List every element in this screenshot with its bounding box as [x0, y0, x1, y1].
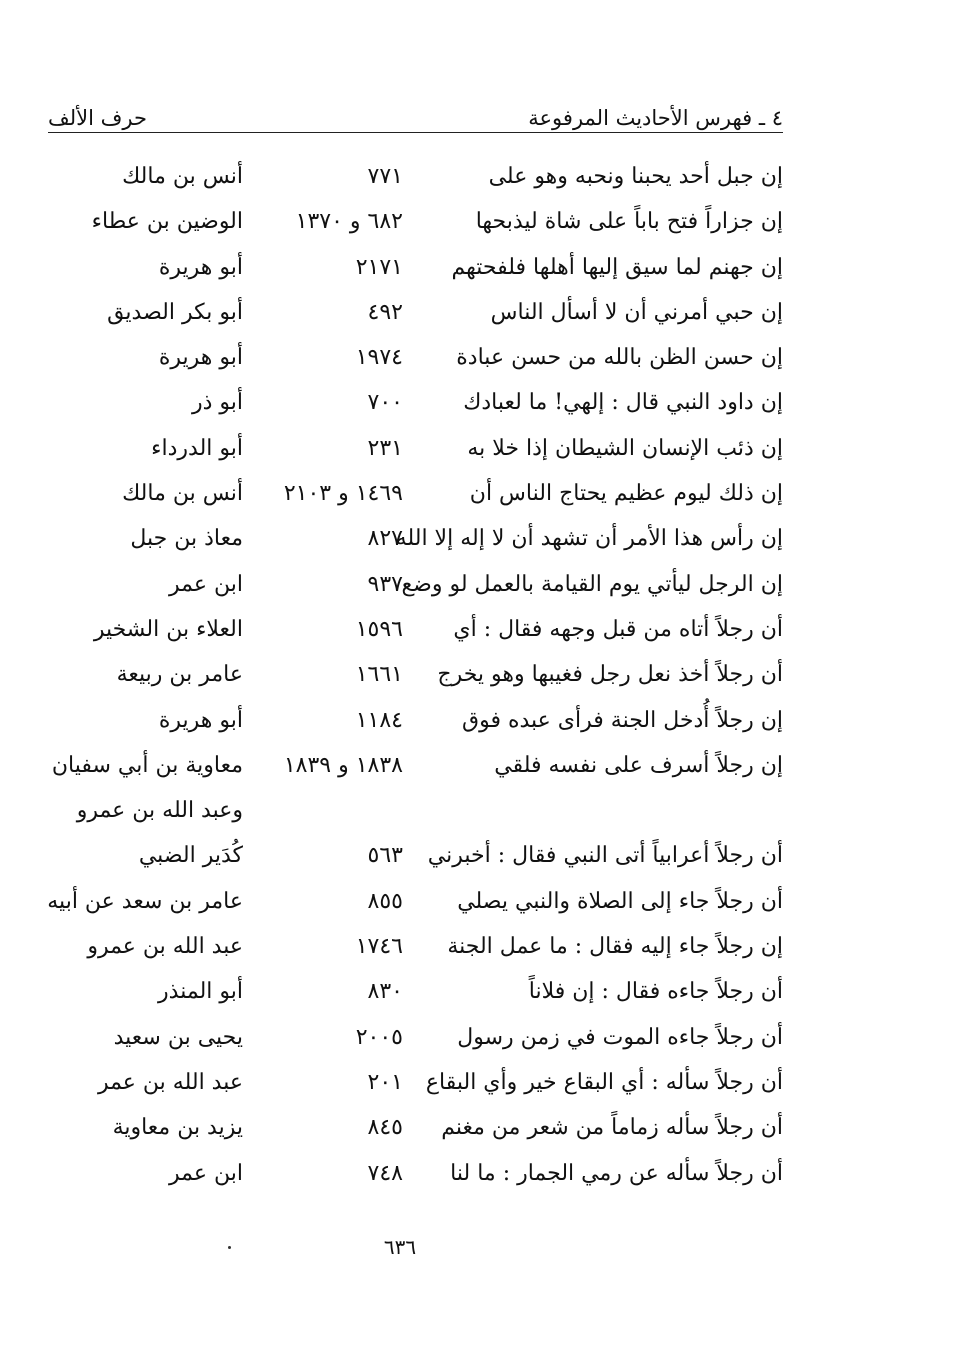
index-row	[40, 203, 783, 248]
index-row	[40, 339, 783, 384]
hadith-text: إن رجلاً جاء إليه فقال : ما عمل الجنة	[447, 934, 783, 960]
running-header	[48, 90, 783, 130]
index-row	[40, 249, 783, 294]
hadith-text: أن رجلاً سأله : أي البقاع خير وأي البقاع	[425, 1069, 783, 1095]
narrator-name: معاوية بن أبي سفيان	[51, 752, 243, 778]
narrator-name: أنس بن مالك	[122, 164, 243, 189]
hadith-text: أن رجلاً جاءه فقال : إن فلاناً	[528, 979, 783, 1005]
hadith-number: ١٩٧٤	[355, 345, 403, 371]
hadith-text: إن حبي أمرني أن لا أسأل الناس	[490, 299, 783, 325]
hadith-text: إن ذلك ليوم عظيم يحتاج الناس أن	[469, 481, 783, 507]
hadith-text: أن رجلاً أتاه من قبل وجهه فقال : أي	[453, 616, 783, 642]
narrator-name: أبو ذر	[191, 390, 243, 416]
hadith-text: إن الرجل ليأتي يوم القيامة بالعمل لو وضع	[401, 571, 783, 597]
hadith-text: إن ذئب الإنسان الشيطان إذا خلا به	[467, 435, 783, 461]
index-row	[40, 837, 783, 882]
hadith-text: أن رجلاً سأله عن رمي الجمار : ما لنا	[450, 1160, 783, 1186]
header-rule	[48, 132, 783, 133]
index-row	[40, 1155, 783, 1200]
hadith-text: أن رجلاً جاء إلى الصلاة والنبي يصلي	[457, 888, 783, 914]
index-row	[40, 520, 783, 565]
page-number: ٦٣٦	[383, 1235, 417, 1259]
narrator-name: عبد الله بن عمرو	[87, 934, 243, 960]
hadith-number: ٧٠٠	[367, 390, 403, 416]
narrator-name: العلاء بن الشخير	[93, 616, 243, 642]
index-row	[40, 656, 783, 701]
hadith-text: إن رجلاً أسرف على نفسه فلقي	[494, 752, 783, 778]
index-row	[40, 792, 783, 837]
hadith-text: إن رجلاً أُدخل الجنة فرأى عبده فوق	[462, 707, 783, 733]
hadith-number: ٢١٧١	[355, 254, 403, 280]
index-row	[40, 928, 783, 973]
hadith-number: ٧٤٨	[367, 1160, 403, 1186]
hadith-number: ٥٦٣	[367, 843, 403, 869]
hadith-text: إن جزاراً فتح باباً على شاة ليذبحها	[475, 209, 783, 235]
index-row	[40, 475, 783, 520]
hadith-text: أن رجلاً أعرابياً أتى النبي فقال : أخبرني	[427, 843, 783, 869]
index-row	[40, 430, 783, 475]
hadith-number: ٦٨٢ و ١٣٧٠	[295, 209, 403, 235]
narrator-name: الوضين بن عطاء	[91, 209, 243, 235]
hadith-number: ١٥٩٦	[355, 616, 403, 642]
hadith-number: ٨٤٥	[367, 1115, 403, 1141]
hadith-text: إن جبل أحد يحبنا ونحبه وهو على	[488, 164, 783, 189]
index-row	[40, 566, 783, 611]
narrator-name: عبد الله بن عمر	[97, 1069, 243, 1095]
narrator-name: ابن عمر	[169, 571, 243, 597]
narrator-name: معاذ بن جبل	[130, 526, 243, 552]
narrator-name: أنس بن مالك	[122, 481, 243, 507]
index-row	[40, 1019, 783, 1064]
narrator-name: عامر بن سعد عن أبيه	[47, 888, 243, 914]
narrator-name: يزيد بن معاوية	[112, 1115, 243, 1141]
narrator-name: أبو هريرة	[158, 345, 243, 371]
hadith-number: ٢٠٠٥	[355, 1024, 403, 1050]
index-row	[40, 384, 783, 429]
hadith-number: ٢٣١	[367, 435, 403, 461]
narrator-name: أبو هريرة	[158, 707, 243, 733]
hadith-text: إن جهنم لما سيق إليها أهلها فلفحتهم	[451, 254, 783, 280]
index-row	[40, 611, 783, 656]
hadith-number: ١١٨٤	[355, 707, 403, 733]
hadith-text: أن رجلاً جاءه الموت في زمن رسول	[457, 1024, 783, 1050]
narrator-name: ابن عمر	[169, 1160, 243, 1186]
narrator-name: أبو بكر الصديق	[107, 299, 243, 325]
narrator-name: وعبد الله بن عمرو	[76, 798, 243, 824]
hadith-number: ٩٣٧	[367, 571, 403, 597]
section-title: ٤ ـ فهرس الأحاديث المرفوعة	[528, 106, 783, 130]
hadith-number: ٧٧١	[367, 164, 403, 189]
hadith-number: ١٤٦٩ و ٢١٠٣	[283, 481, 403, 507]
index-row	[40, 702, 783, 747]
hadith-number: ٨٢٧	[367, 526, 403, 552]
letter-title: حرف الألف	[48, 106, 147, 130]
narrator-name: أبو هريرة	[158, 254, 243, 280]
index-row	[40, 158, 783, 203]
hadith-number: ٨٥٥	[367, 888, 403, 914]
index-row	[40, 747, 783, 792]
narrator-name: يحيى بن سعيد	[113, 1024, 243, 1050]
narrator-name: عامر بن ربيعة	[116, 662, 243, 688]
hadith-text: أن رجلاً سأله زماماً من شعر من مغنم	[441, 1115, 783, 1141]
narrator-name: أبو المنذر	[158, 979, 243, 1005]
hadith-number: ٨٣٠	[367, 979, 403, 1005]
hadith-number: ١٨٣٨ و ١٨٣٩	[283, 752, 403, 778]
hadith-text: أن رجلاً أخذ نعل رجل فغيبها وهو يخرج	[437, 662, 783, 688]
hadith-index-list	[40, 158, 783, 1200]
index-row	[40, 294, 783, 339]
ink-speck	[228, 1246, 231, 1249]
narrator-name: كُدَير الضبي	[138, 843, 243, 869]
index-row	[40, 1064, 783, 1109]
narrator-name: أبو الدرداء	[151, 435, 243, 461]
hadith-text: إن حسن الظن بالله من حسن عبادة	[456, 345, 783, 371]
index-row	[40, 883, 783, 928]
hadith-number: ٤٩٢	[367, 299, 403, 325]
index-row	[40, 973, 783, 1018]
hadith-number: ٢٠١	[367, 1069, 403, 1095]
hadith-number: ١٦٦١	[355, 662, 403, 688]
index-row	[40, 1109, 783, 1154]
hadith-text: إن داود النبي قال : إلهي! ما لعبادك	[463, 390, 783, 416]
hadith-number: ١٧٤٦	[355, 934, 403, 960]
hadith-text: إن رأس هذا الأمر أن تشهد أن لا إله إلا الله	[395, 526, 783, 552]
